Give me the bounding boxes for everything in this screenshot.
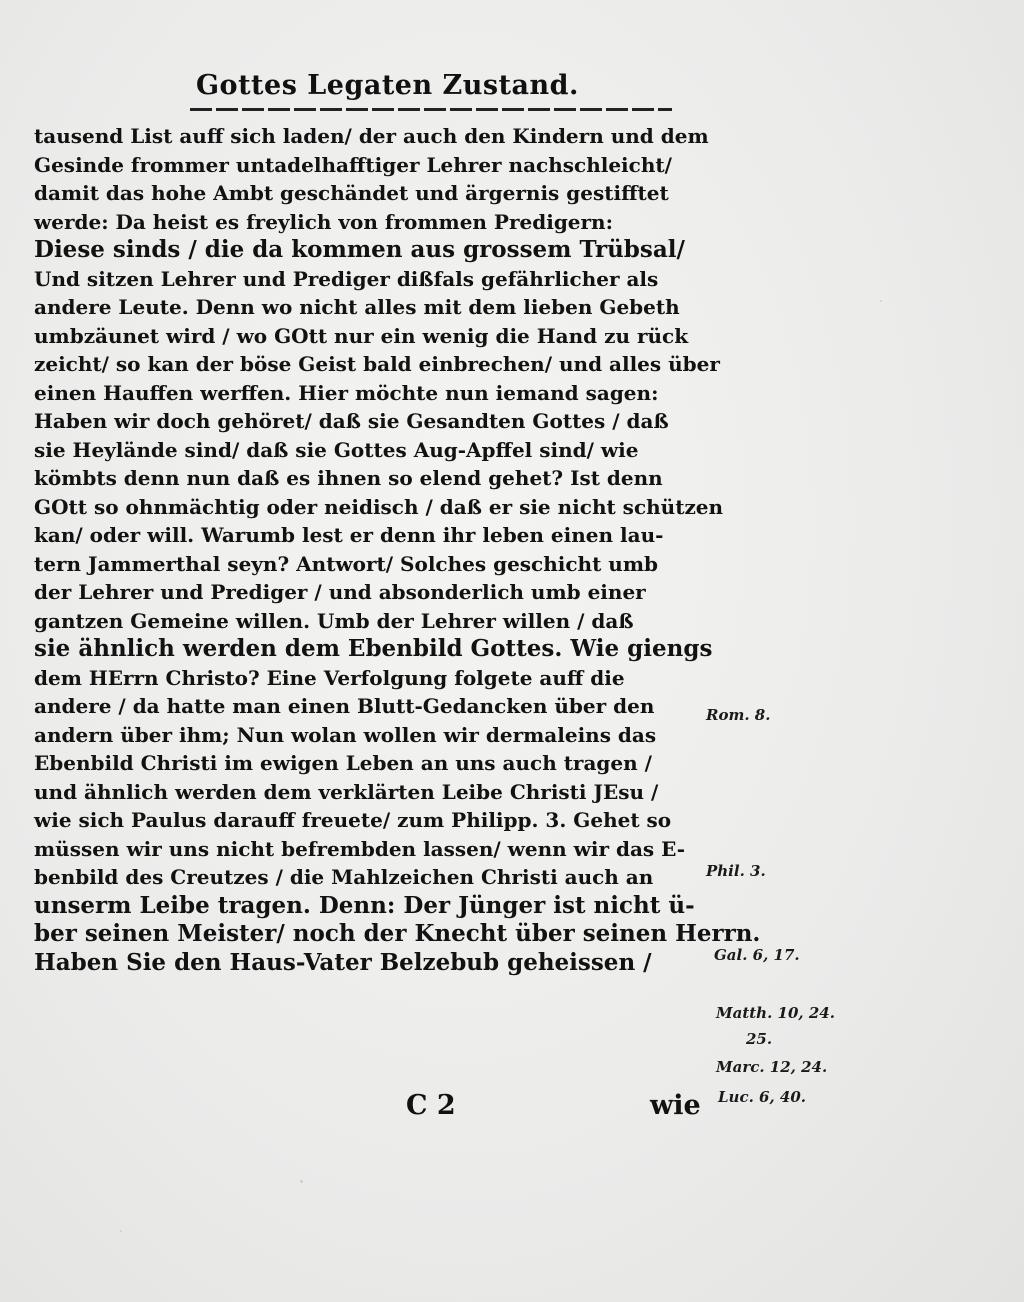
paper-speck (300, 1180, 303, 1183)
text-line: und ähnlich werden dem verklärten Leibe Christi JEsu / (34, 779, 659, 804)
text-line: andern über ihm; Nun wolan wollen wir dermaleins das (34, 722, 657, 747)
text-line: Ebenbild Christi im ewigen Leben an uns auch tragen / (34, 751, 652, 775)
margin-note: Phil. 3. (706, 862, 766, 880)
text-line: andere Leute. Denn wo nicht alles mit dem lieben Gebeth (34, 295, 680, 319)
text-line: benbild des Creutzes / die Mahlzeichen Christi auch an (34, 865, 654, 889)
text-line: sie ähnlich werden dem Ebenbild Gottes. Wie giengs (34, 635, 713, 662)
text-line: Diese sinds / die da kommen aus grossem Trübsal/ (34, 236, 685, 263)
catchword: wie (650, 1090, 701, 1121)
paper-speck (880, 300, 882, 302)
header-rule (190, 108, 672, 111)
text-line: ber seinen Meister/ noch der Knecht über seinen Herrn. (34, 920, 761, 947)
text-line: einen Hauffen werffen. Hier möchte nun iemand sagen: (34, 380, 659, 405)
text-line: dem HErrn Christo? Eine Verfolgung folgete auff die (34, 665, 625, 690)
text-line: kan/ oder will. Warumb lest er denn ihr leben einen lau- (34, 523, 664, 547)
text-line: tern Jammerthal seyn? Antwort/ Solches geschicht umb (34, 551, 658, 576)
text-line: wie sich Paulus darauff freuete/ zum Philipp. 3. Gehet so (34, 808, 672, 832)
signature-mark: C 2 (406, 1090, 456, 1121)
text-line: unserm Leibe tragen. Denn: Der Jünger ist nicht ü- (34, 891, 695, 919)
text-line: GOtt so ohnmächtig oder neidisch / daß er sie nicht schützen (34, 494, 724, 519)
text-line: kömbts denn nun daß es ihnen so elend gehet? Ist denn (34, 466, 663, 490)
text-line: der Lehrer und Prediger / und absonderlich umb einer (34, 580, 646, 604)
margin-note: 25. (746, 1030, 773, 1048)
text-line: werde: Da heist es freylich von frommen Predigern: (34, 209, 613, 234)
paper-speck (120, 1230, 122, 1232)
text-line: müssen wir uns nicht befrembden lassen/ wenn wir das E- (34, 836, 686, 861)
text-line: damit das hohe Ambt geschändet und ärgernis gestifftet (34, 181, 669, 205)
margin-note: Matth. 10, 24. (716, 1004, 835, 1022)
text-line: sie Heylände sind/ daß sie Gottes Aug-Apffel sind/ wie (34, 437, 639, 462)
text-line: gantzen Gemeine willen. Umb der Lehrer willen / daß (34, 608, 634, 633)
margin-note: Gal. 6, 17. (714, 946, 800, 964)
text-line: zeicht/ so kan der böse Geist bald einbrechen/ und alles über (34, 352, 720, 376)
text-line: umbzäunet wird / wo GOtt nur ein wenig die Hand zu rück (34, 323, 689, 348)
text-line: tausend List auff sich laden/ der auch den Kindern und dem (34, 124, 709, 148)
margin-note: Rom. 8. (706, 706, 771, 724)
margin-note: Luc. 6, 40. (718, 1088, 807, 1106)
text-line: Haben Sie den Haus-Vater Belzebub geheissen / (34, 948, 652, 976)
running-header: Gottes Legaten Zustand. (196, 70, 579, 101)
text-line: Gesinde frommer untadelhafftiger Lehrer nachschleicht/ (34, 152, 672, 177)
text-line: Und sitzen Lehrer und Prediger dißfals gefährlicher als (34, 266, 659, 291)
margin-note: Marc. 12, 24. (716, 1058, 828, 1076)
text-line: andere / da hatte man einen Blutt-Gedancken über den (34, 694, 655, 718)
text-line: Haben wir doch gehöret/ daß sie Gesandten Gottes / daß (34, 409, 669, 433)
